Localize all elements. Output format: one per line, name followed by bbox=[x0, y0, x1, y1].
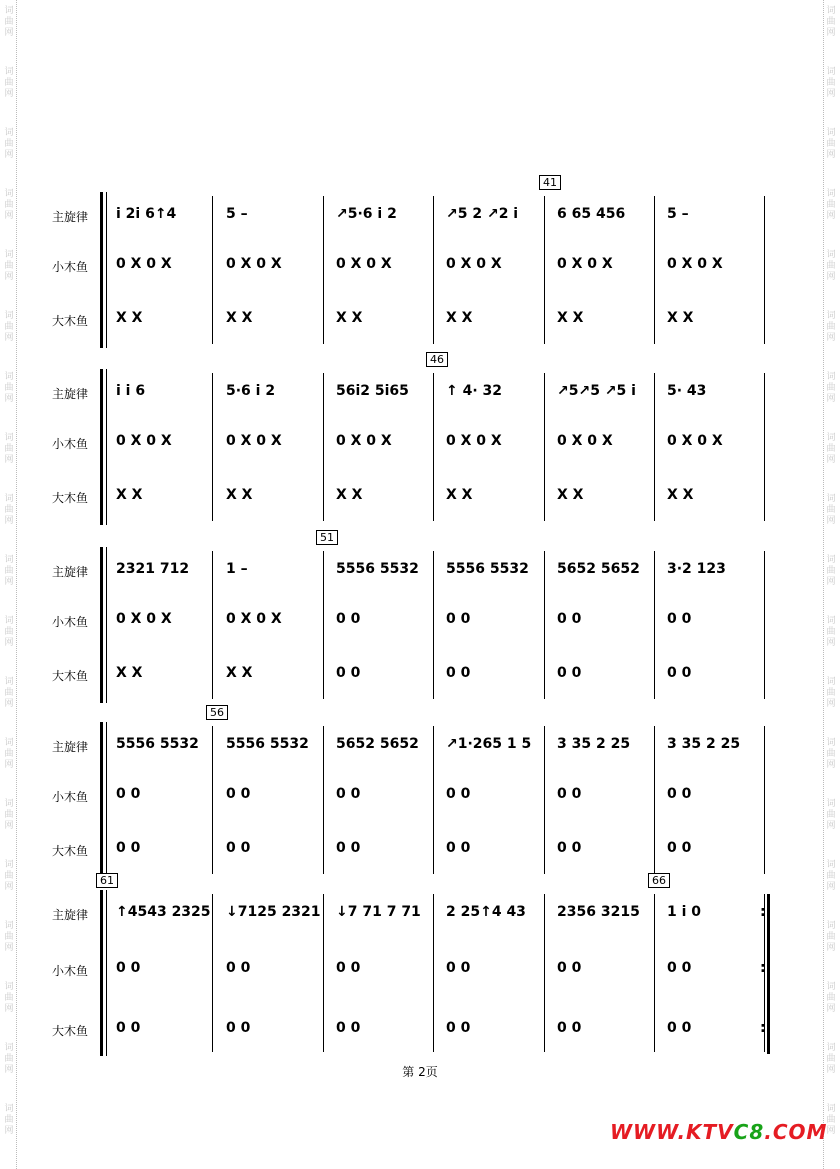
measure-notes: 0 0 bbox=[116, 1020, 141, 1036]
measure-notes: i i 6 bbox=[116, 383, 146, 399]
measure-notes: 6 65 456 bbox=[557, 206, 626, 222]
measure-notes: 5556 5532 bbox=[116, 736, 199, 752]
measure-notes: 0 0 bbox=[557, 786, 582, 802]
barline bbox=[654, 373, 655, 521]
measure-notes: X X bbox=[446, 487, 473, 503]
barline bbox=[544, 894, 545, 1052]
measure-notes: 0 0 bbox=[336, 611, 361, 627]
watermark-text: 词曲网 bbox=[4, 6, 14, 38]
watermark-text: 词曲网 bbox=[826, 555, 836, 587]
barline bbox=[764, 196, 765, 344]
watermark-text: 词曲网 bbox=[826, 921, 836, 953]
measure-notes: 3·2 123 bbox=[667, 561, 726, 577]
page-number: 第 2页 bbox=[402, 1065, 438, 1079]
barline bbox=[212, 551, 213, 699]
measure-notes: 0 0 bbox=[226, 1020, 251, 1036]
measure-notes: 0 0 bbox=[667, 786, 692, 802]
watermark-text: 词曲网 bbox=[826, 1104, 836, 1136]
barline bbox=[323, 894, 324, 1052]
watermark-text: 词曲网 bbox=[826, 6, 836, 38]
measure-notes: 1 – bbox=[226, 561, 248, 577]
measure-notes: 5556 5532 bbox=[446, 561, 529, 577]
measure-notes: X X bbox=[116, 665, 143, 681]
barline bbox=[544, 373, 545, 521]
measure-notes: 0 X 0 X bbox=[557, 433, 613, 449]
measure-notes: 0 X 0 X bbox=[557, 256, 613, 272]
measure-notes: X X bbox=[226, 487, 253, 503]
instrument-label: 小木鱼 bbox=[52, 437, 89, 451]
barline bbox=[212, 373, 213, 521]
measure-notes: 5652 5652 bbox=[557, 561, 640, 577]
measure-notes: X X bbox=[116, 487, 143, 503]
measure-notes: 0 X 0 X bbox=[226, 433, 282, 449]
system-brace-line bbox=[106, 192, 107, 348]
barline bbox=[544, 196, 545, 344]
measure-notes: ↗1·265 1 5 bbox=[446, 736, 532, 752]
measure-notes: 0 0 bbox=[446, 665, 471, 681]
watermark-text: 词曲网 bbox=[826, 189, 836, 221]
measure-notes: 0 0 bbox=[557, 1020, 582, 1036]
repeat-sign: : bbox=[760, 904, 766, 920]
measure-notes: 0 0 bbox=[667, 840, 692, 856]
barline bbox=[654, 894, 655, 1052]
watermark-text: 词曲网 bbox=[826, 860, 836, 892]
measure-notes: 0 0 bbox=[116, 960, 141, 976]
barline bbox=[433, 196, 434, 344]
watermark-text: 词曲网 bbox=[826, 616, 836, 648]
measure-notes: 3 35 2 25 bbox=[557, 736, 631, 752]
watermark-text: 词曲网 bbox=[4, 433, 14, 465]
measure-notes: 0 0 bbox=[336, 786, 361, 802]
measure-notes: X X bbox=[226, 665, 253, 681]
measure-notes: 0 0 bbox=[557, 665, 582, 681]
watermark-text: 词曲网 bbox=[4, 494, 14, 526]
measure-notes: 5556 5532 bbox=[226, 736, 309, 752]
barline bbox=[433, 894, 434, 1052]
measure-notes: ↑4543 2325 bbox=[116, 904, 211, 920]
barline bbox=[323, 196, 324, 344]
watermark-text: 词曲网 bbox=[4, 555, 14, 587]
measure-notes: X X bbox=[667, 310, 694, 326]
measure-notes: X X bbox=[226, 310, 253, 326]
system-brace-line bbox=[106, 369, 107, 525]
measure-notes: i 2i 6↑4 bbox=[116, 206, 177, 222]
instrument-label: 主旋律 bbox=[52, 740, 89, 754]
system-brace bbox=[100, 547, 103, 703]
system-brace bbox=[100, 192, 103, 348]
watermark-text: 词曲网 bbox=[4, 311, 14, 343]
measure-notes: 0 0 bbox=[116, 786, 141, 802]
barline bbox=[323, 551, 324, 699]
measure-notes: 0 X 0 X bbox=[116, 611, 172, 627]
measure-notes: 5· 43 bbox=[667, 383, 707, 399]
measure-notes: 0 0 bbox=[667, 960, 692, 976]
measure-number: 56 bbox=[206, 705, 228, 720]
system-brace bbox=[100, 369, 103, 525]
instrument-label: 大木鱼 bbox=[52, 669, 89, 683]
measure-notes: ↗5·6 i 2 bbox=[336, 206, 397, 222]
measure-notes: ↓7 71 7 71 bbox=[336, 904, 421, 920]
watermark-text: 词曲网 bbox=[4, 982, 14, 1014]
site-logo-part3: .COM bbox=[764, 1120, 828, 1144]
measure-notes: 0 0 bbox=[446, 786, 471, 802]
site-logo-part1: WWW.KTV bbox=[610, 1120, 734, 1144]
measure-notes: 2321 712 bbox=[116, 561, 190, 577]
measure-notes: X X bbox=[667, 487, 694, 503]
instrument-label: 小木鱼 bbox=[52, 260, 89, 274]
measure-number: 51 bbox=[316, 530, 338, 545]
watermark-text: 词曲网 bbox=[4, 860, 14, 892]
watermark-text: 词曲网 bbox=[4, 616, 14, 648]
watermark-text: 词曲网 bbox=[826, 1043, 836, 1075]
measure-notes: 0 0 bbox=[446, 960, 471, 976]
measure-notes: 0 0 bbox=[667, 1020, 692, 1036]
watermark-text: 词曲网 bbox=[4, 799, 14, 831]
watermark-text: 词曲网 bbox=[826, 738, 836, 770]
measure-notes: 5 – bbox=[667, 206, 689, 222]
instrument-label: 主旋律 bbox=[52, 565, 89, 579]
measure-notes: 0 0 bbox=[446, 1020, 471, 1036]
system-brace-line bbox=[106, 722, 107, 878]
measure-notes: 0 0 bbox=[226, 960, 251, 976]
measure-notes: 0 0 bbox=[557, 840, 582, 856]
instrument-label: 大木鱼 bbox=[52, 491, 89, 505]
system-brace-line bbox=[106, 547, 107, 703]
watermark-text: 词曲网 bbox=[826, 128, 836, 160]
measure-number: 61 bbox=[96, 873, 118, 888]
instrument-label: 大木鱼 bbox=[52, 1024, 89, 1038]
barline bbox=[764, 551, 765, 699]
measure-notes: 0 X 0 X bbox=[667, 256, 723, 272]
measure-notes: 0 X 0 X bbox=[446, 433, 502, 449]
measure-notes: X X bbox=[446, 310, 473, 326]
measure-notes: X X bbox=[336, 487, 363, 503]
barline bbox=[323, 726, 324, 874]
measure-notes: 0 X 0 X bbox=[116, 256, 172, 272]
measure-notes: 2 25↑4 43 bbox=[446, 904, 526, 920]
measure-notes: 0 X 0 X bbox=[226, 611, 282, 627]
instrument-label: 小木鱼 bbox=[52, 615, 89, 629]
barline bbox=[212, 196, 213, 344]
instrument-label: 大木鱼 bbox=[52, 844, 89, 858]
system-brace-line bbox=[106, 890, 107, 1056]
barline bbox=[433, 373, 434, 521]
watermark-text: 词曲网 bbox=[826, 799, 836, 831]
site-logo-part2: C8 bbox=[733, 1120, 765, 1144]
watermark-text: 词曲网 bbox=[4, 1104, 14, 1136]
watermark-text: 词曲网 bbox=[4, 1043, 14, 1075]
measure-notes: 0 X 0 X bbox=[446, 256, 502, 272]
watermark-text: 词曲网 bbox=[826, 67, 836, 99]
measure-notes: ↑ 4· 32 bbox=[446, 383, 503, 399]
watermark-text: 词曲网 bbox=[4, 372, 14, 404]
measure-notes: 0 0 bbox=[557, 960, 582, 976]
site-logo bbox=[610, 1120, 827, 1144]
instrument-label: 小木鱼 bbox=[52, 964, 89, 978]
instrument-label: 大木鱼 bbox=[52, 314, 89, 328]
measure-number: 66 bbox=[648, 873, 670, 888]
system-brace bbox=[100, 722, 103, 878]
watermark-text: 词曲网 bbox=[4, 921, 14, 953]
measure-notes: 0 X 0 X bbox=[667, 433, 723, 449]
measure-notes: 0 0 bbox=[226, 786, 251, 802]
measure-notes: 0 0 bbox=[336, 1020, 361, 1036]
measure-notes: ↗5 2 ↗2 i bbox=[446, 206, 519, 222]
barline bbox=[654, 726, 655, 874]
barline bbox=[654, 196, 655, 344]
watermark-text: 词曲网 bbox=[826, 494, 836, 526]
barline bbox=[764, 726, 765, 874]
instrument-label: 主旋律 bbox=[52, 908, 89, 922]
measure-notes: 1 i 0 bbox=[667, 904, 702, 920]
repeat-sign: : bbox=[760, 1020, 766, 1036]
barline bbox=[212, 894, 213, 1052]
measure-notes: 0 0 bbox=[226, 840, 251, 856]
measure-notes: 0 0 bbox=[667, 665, 692, 681]
watermark-text: 词曲网 bbox=[4, 128, 14, 160]
watermark-text: 词曲网 bbox=[4, 67, 14, 99]
measure-notes: 5556 5532 bbox=[336, 561, 419, 577]
measure-notes: ↓7125 2321 bbox=[226, 904, 321, 920]
measure-notes: X X bbox=[116, 310, 143, 326]
barline bbox=[544, 726, 545, 874]
watermark-text: 词曲网 bbox=[4, 250, 14, 282]
measure-notes: 0 0 bbox=[336, 665, 361, 681]
measure-notes: 0 0 bbox=[116, 840, 141, 856]
barline bbox=[433, 551, 434, 699]
barline bbox=[654, 551, 655, 699]
watermark-text: 词曲网 bbox=[4, 738, 14, 770]
instrument-label: 小木鱼 bbox=[52, 790, 89, 804]
measure-notes: X X bbox=[557, 310, 584, 326]
measure-number: 41 bbox=[539, 175, 561, 190]
measure-notes: 0 0 bbox=[557, 611, 582, 627]
measure-notes: 2356 3215 bbox=[557, 904, 640, 920]
instrument-label: 主旋律 bbox=[52, 387, 89, 401]
watermark-text: 词曲网 bbox=[4, 189, 14, 221]
final-barline bbox=[767, 894, 770, 1054]
barline bbox=[323, 373, 324, 521]
watermark-text: 词曲网 bbox=[826, 311, 836, 343]
measure-notes: 56i2 5i65 bbox=[336, 383, 409, 399]
measure-notes: 5·6 i 2 bbox=[226, 383, 276, 399]
barline bbox=[544, 551, 545, 699]
measure-notes: 3 35 2 25 bbox=[667, 736, 741, 752]
measure-notes: X X bbox=[336, 310, 363, 326]
measure-notes: 5652 5652 bbox=[336, 736, 419, 752]
measure-notes: 0 X 0 X bbox=[336, 433, 392, 449]
watermark-text: 词曲网 bbox=[826, 433, 836, 465]
repeat-sign: : bbox=[760, 960, 766, 976]
barline bbox=[433, 726, 434, 874]
system-brace bbox=[100, 890, 103, 1056]
measure-notes: 0 0 bbox=[336, 840, 361, 856]
watermark-text: 词曲网 bbox=[826, 372, 836, 404]
measure-notes: 0 0 bbox=[667, 611, 692, 627]
watermark-text: 词曲网 bbox=[826, 250, 836, 282]
watermark-text: 词曲网 bbox=[4, 677, 14, 709]
measure-notes: 0 0 bbox=[446, 611, 471, 627]
watermark-text: 词曲网 bbox=[826, 677, 836, 709]
barline bbox=[212, 726, 213, 874]
measure-notes: 0 X 0 X bbox=[226, 256, 282, 272]
measure-notes: X X bbox=[557, 487, 584, 503]
measure-notes: 0 X 0 X bbox=[116, 433, 172, 449]
instrument-label: 主旋律 bbox=[52, 210, 89, 224]
watermark-text: 词曲网 bbox=[826, 982, 836, 1014]
measure-notes: 5 – bbox=[226, 206, 248, 222]
barline bbox=[764, 373, 765, 521]
measure-notes: 0 0 bbox=[336, 960, 361, 976]
measure-notes: 0 0 bbox=[446, 840, 471, 856]
measure-notes: ↗5↗5 ↗5 i bbox=[557, 383, 636, 399]
measure-number: 46 bbox=[426, 352, 448, 367]
measure-notes: 0 X 0 X bbox=[336, 256, 392, 272]
